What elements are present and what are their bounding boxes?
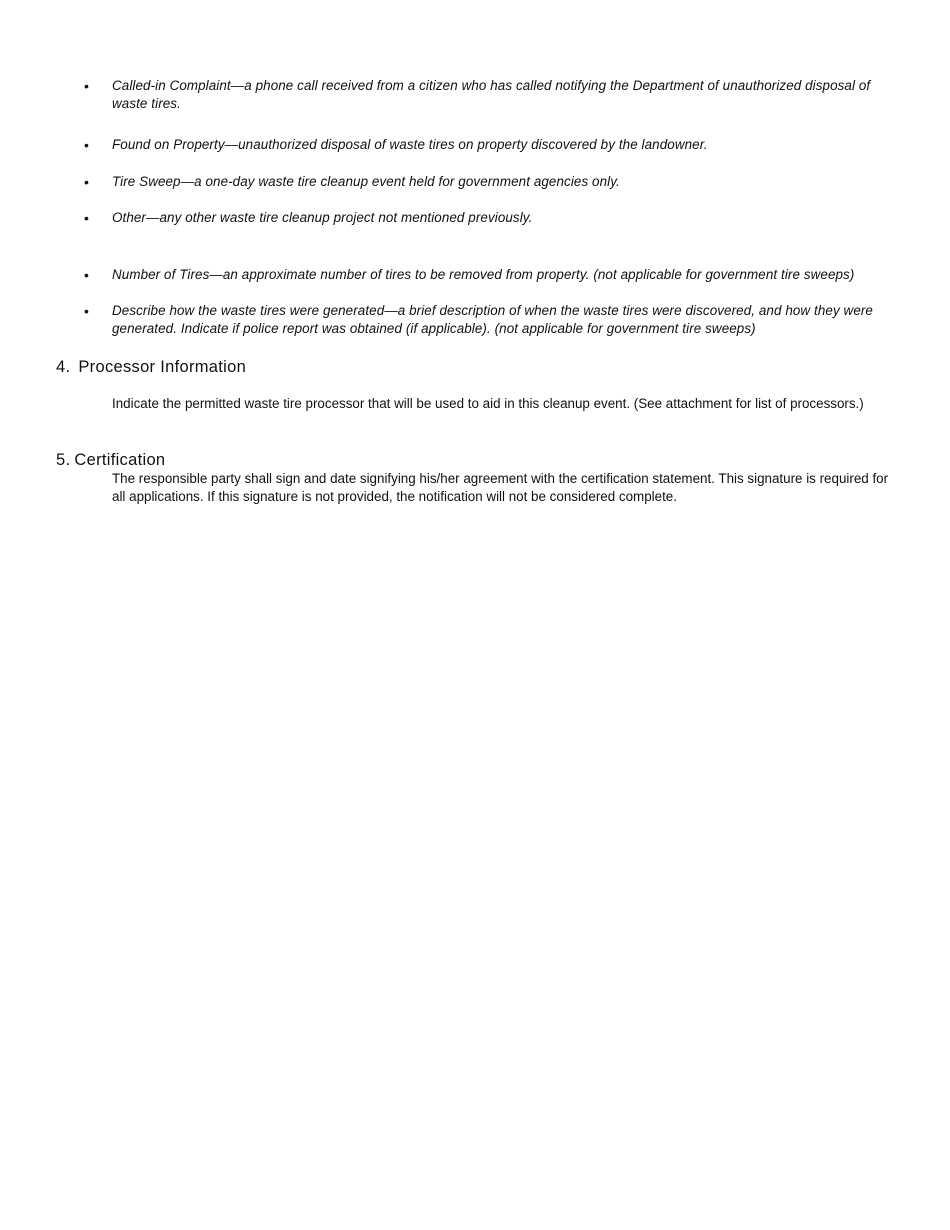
certification-paragraph: The responsible party shall sign and date signifying his/her agreement with the certification statement. This signature is required for all applications. If this signature is not provided, the notification will not be considered complete. xyxy=(112,471,889,504)
description: a one-day waste tire cleanup event held for government agencies only. xyxy=(194,174,620,189)
list-item-text xyxy=(112,173,902,191)
bullet-icon: • xyxy=(84,174,90,190)
term: Number of Tires xyxy=(112,267,210,282)
list-item-text xyxy=(112,136,902,154)
term: Tire Sweep xyxy=(112,174,181,189)
section-title: Processor Information xyxy=(78,358,247,376)
description: a brief description of when the waste tires were discovered, and how they were generated. Indicate if police report was obtained (if applicable). (not applicable for government tire sweeps) xyxy=(112,303,873,336)
list-item-text xyxy=(112,209,902,227)
section-heading-processor-information xyxy=(56,357,246,377)
bullet-icon: • xyxy=(84,137,90,153)
term: Found on Property xyxy=(112,137,225,152)
term: Other xyxy=(112,210,146,225)
em-dash: — xyxy=(230,78,245,93)
description: a phone call received from a citizen who has called notifying the Department of unauthorized disposal of waste tires. xyxy=(112,78,871,111)
term: Describe how the waste tires were generated xyxy=(112,303,385,318)
bullet-icon: • xyxy=(84,267,90,283)
term: Called-in Complaint xyxy=(112,78,231,93)
em-dash: — xyxy=(180,174,195,189)
section-number: 5. xyxy=(56,451,71,469)
em-dash: — xyxy=(384,303,398,318)
list-item-text xyxy=(112,302,902,338)
em-dash: — xyxy=(146,210,160,225)
processor-information-paragraph: Indicate the permitted waste tire processor that will be used to aid in this cleanup event. (See attachment for list of processors.) xyxy=(112,396,864,411)
bullet-icon: • xyxy=(84,303,90,319)
bullet-icon: • xyxy=(84,78,90,94)
em-dash: — xyxy=(209,267,223,282)
description: unauthorized disposal of waste tires on property discovered by the landowner. xyxy=(238,137,708,152)
em-dash: — xyxy=(224,137,239,152)
description: any other waste tire cleanup project not mentioned previously. xyxy=(159,210,533,225)
section-number: 4. xyxy=(56,358,71,376)
section-heading-certification xyxy=(56,450,165,470)
list-item-text xyxy=(112,266,902,284)
section-title: Certification xyxy=(74,451,166,469)
description: an approximate number of tires to be removed from property. (not applicable for government tire sweeps) xyxy=(222,267,855,282)
list-item-text xyxy=(112,77,902,113)
bullet-icon: • xyxy=(84,210,90,226)
